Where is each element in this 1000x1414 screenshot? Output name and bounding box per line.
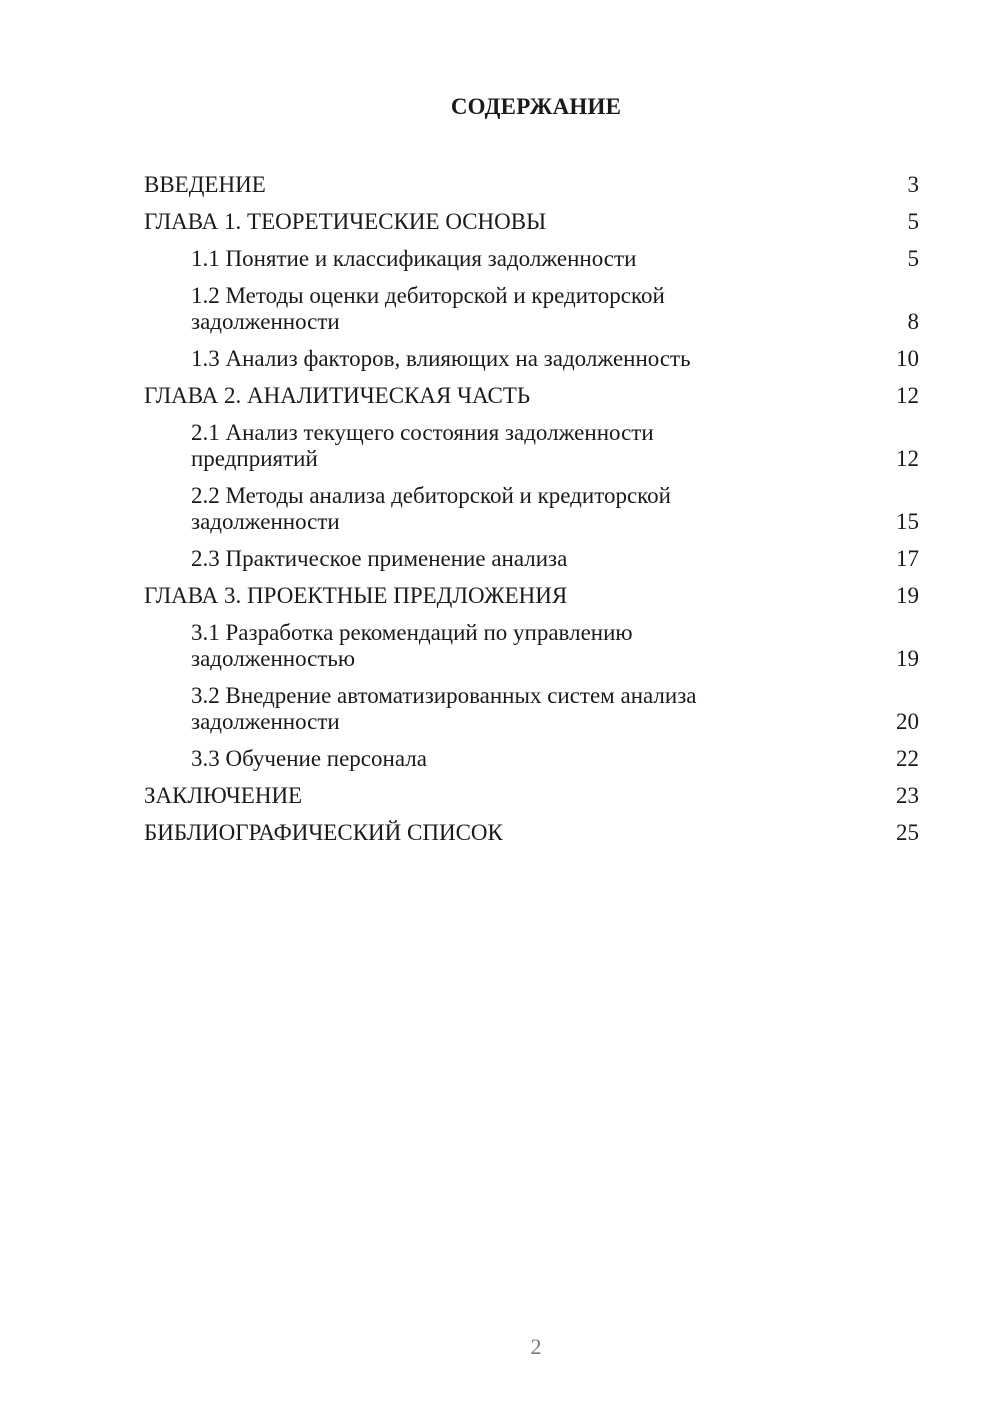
toc-entry-bibliography[interactable] — [144, 815, 919, 852]
toc-entry-label: БИБЛИОГРАФИЧЕСКИЙ СПИСОК — [144, 820, 503, 845]
toc-entry-label: 2.3 Практическое применение анализа — [191, 546, 568, 571]
toc-entry-page: 12 — [896, 383, 919, 408]
toc-entry-section-3-3[interactable] — [144, 741, 919, 778]
toc-entry-label: 3.2 Внедрение автоматизированных систем анализа задолженности — [191, 683, 697, 734]
toc-entry-chapter-2[interactable] — [144, 378, 919, 415]
toc-entry-section-2-2[interactable] — [144, 478, 919, 541]
toc-entry-label: 1.2 Методы оценки дебиторской и кредиторской задолженности — [191, 283, 665, 334]
toc-entry-label: 2.1 Анализ текущего состояния задолженности предприятий — [191, 420, 654, 471]
toc-entry-page: 25 — [896, 820, 919, 845]
toc-entry-page: 5 — [907, 246, 919, 271]
toc-entry-chapter-1[interactable] — [144, 204, 919, 241]
toc-entry-section-2-3[interactable] — [144, 541, 919, 578]
toc-entry-page: 3 — [907, 172, 919, 197]
toc-entry-page: 22 — [896, 746, 919, 771]
toc-entry-label: ГЛАВА 2. АНАЛИТИЧЕСКАЯ ЧАСТЬ — [144, 383, 531, 408]
toc-entry-section-1-2[interactable] — [144, 278, 919, 341]
toc-entry-page: 15 — [896, 509, 919, 534]
toc-entry-page: 20 — [896, 709, 919, 734]
toc-entry-section-1-3[interactable] — [144, 341, 919, 378]
table-of-contents — [144, 167, 919, 852]
toc-entry-page: 19 — [896, 646, 919, 671]
toc-entry-page: 17 — [896, 546, 919, 571]
page-number: 2 — [530, 1334, 542, 1359]
toc-entry-section-3-1[interactable] — [144, 615, 919, 678]
toc-entry-label: ГЛАВА 3. ПРОЕКТНЫЕ ПРЕДЛОЖЕНИЯ — [144, 583, 568, 608]
toc-entry-label: ГЛАВА 1. ТЕОРЕТИЧЕСКИЕ ОСНОВЫ — [144, 209, 547, 234]
toc-entry-section-2-1[interactable] — [144, 415, 919, 478]
toc-entry-label: 3.3 Обучение персонала — [191, 746, 427, 771]
toc-entry-section-3-2[interactable] — [144, 678, 919, 741]
toc-entry-label: 2.2 Методы анализа дебиторской и кредиторской задолженности — [191, 483, 671, 534]
toc-entry-label: 3.1 Разработка рекомендаций по управлению задолженностью — [191, 620, 633, 671]
toc-entry-page: 5 — [907, 209, 919, 234]
toc-entry-page: 12 — [896, 446, 919, 471]
page-title: СОДЕРЖАНИЕ — [450, 94, 622, 119]
toc-entry-chapter-3[interactable] — [144, 578, 919, 615]
toc-entry-page: 23 — [896, 783, 919, 808]
toc-entry-page: 10 — [896, 346, 919, 371]
toc-entry-label: 1.1 Понятие и классификация задолженности — [191, 246, 637, 271]
toc-entry-page: 8 — [907, 309, 919, 334]
toc-entry-page: 19 — [896, 583, 919, 608]
toc-entry-conclusion[interactable] — [144, 778, 919, 815]
toc-entry-introduction[interactable] — [144, 167, 919, 204]
toc-entry-label: ВВЕДЕНИЕ — [144, 172, 266, 197]
toc-entry-section-1-1[interactable] — [144, 241, 919, 278]
toc-entry-label: 1.3 Анализ факторов, влияющих на задолженность — [191, 346, 691, 371]
toc-entry-label: ЗАКЛЮЧЕНИЕ — [144, 783, 303, 808]
